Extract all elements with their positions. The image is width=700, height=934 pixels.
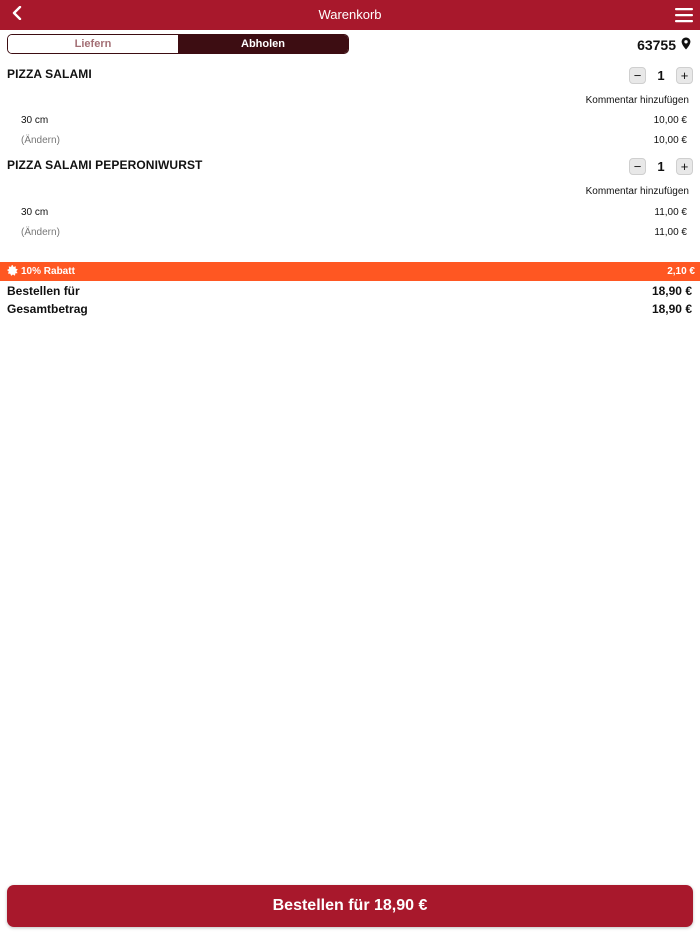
top-bar bbox=[0, 0, 700, 30]
add-comment-link[interactable]: Kommentar hinzufügen bbox=[585, 186, 689, 197]
size-price: 10,00 € bbox=[653, 115, 687, 126]
cart-item-title: PIZZA SALAMI PEPERONIWURST bbox=[7, 158, 203, 172]
item-total-price: 10,00 € bbox=[653, 135, 687, 146]
decrease-quantity-button[interactable] bbox=[629, 158, 646, 175]
order-for-row bbox=[7, 284, 692, 298]
total-row bbox=[7, 302, 692, 316]
discount-bar bbox=[0, 262, 700, 281]
size-price: 11,00 € bbox=[654, 207, 687, 218]
add-comment-link[interactable]: Kommentar hinzufügen bbox=[585, 95, 689, 106]
size-label: 30 cm bbox=[21, 207, 49, 218]
delivery-mode-toggle bbox=[7, 34, 349, 54]
menu-button[interactable] bbox=[674, 5, 694, 25]
page-title: Warenkorb bbox=[318, 7, 382, 22]
change-row bbox=[21, 135, 687, 146]
change-row bbox=[21, 227, 687, 238]
cart-item-title: PIZZA SALAMI bbox=[7, 67, 92, 81]
total-amount: 18,90 € bbox=[651, 302, 692, 316]
decrease-quantity-button[interactable] bbox=[629, 67, 646, 84]
size-label: 30 cm bbox=[21, 115, 49, 126]
order-for-amount: 18,90 € bbox=[651, 284, 692, 298]
discount-amount: 2,10 € bbox=[667, 266, 695, 277]
change-link[interactable]: (Ändern) bbox=[21, 135, 60, 146]
increase-quantity-button[interactable] bbox=[676, 67, 693, 84]
tab-abholen[interactable]: Abholen bbox=[178, 35, 348, 53]
plus-icon: + bbox=[680, 67, 689, 83]
minus-icon: − bbox=[633, 158, 642, 174]
total-label: Gesamtbetrag bbox=[7, 302, 88, 316]
discount-label-group bbox=[7, 265, 75, 279]
change-link[interactable]: (Ändern) bbox=[21, 227, 60, 238]
place-order-button[interactable]: Bestellen für 18,90 € bbox=[7, 885, 693, 927]
minus-icon: − bbox=[633, 67, 642, 83]
item-total-price: 11,00 € bbox=[654, 227, 687, 238]
size-row bbox=[21, 207, 687, 218]
zip-code: 63755 bbox=[637, 37, 676, 53]
increase-quantity-button[interactable] bbox=[676, 158, 693, 175]
size-row bbox=[21, 115, 687, 126]
map-pin-icon bbox=[681, 37, 691, 53]
quantity-value: 1 bbox=[657, 67, 665, 83]
quantity-stepper bbox=[629, 157, 693, 175]
quantity-stepper bbox=[629, 66, 693, 84]
hamburger-menu-icon bbox=[674, 12, 694, 29]
quantity-value: 1 bbox=[657, 158, 665, 174]
tab-liefern[interactable]: Liefern bbox=[8, 35, 178, 53]
plus-icon: + bbox=[680, 158, 689, 174]
badge-star-icon bbox=[7, 265, 18, 279]
location-zip[interactable] bbox=[637, 36, 691, 54]
order-for-label: Bestellen für bbox=[7, 284, 80, 298]
discount-label: 10% Rabatt bbox=[21, 266, 75, 277]
